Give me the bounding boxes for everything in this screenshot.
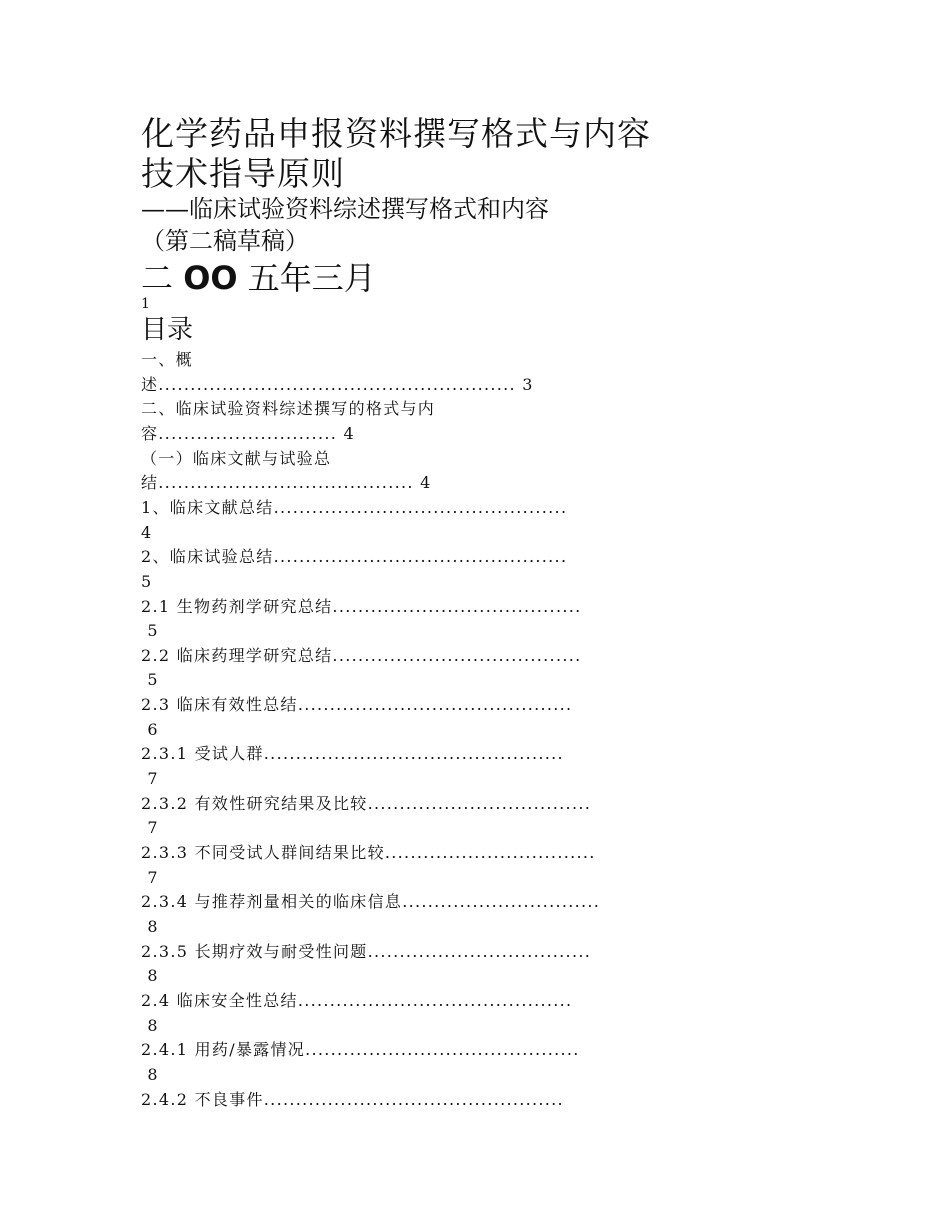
date-prefix: 二 (141, 259, 174, 297)
toc-line[interactable]: 2.2 临床药理学研究总结....................................... (141, 645, 582, 665)
toc-line[interactable]: 结........................................ 4 (141, 473, 432, 493)
toc-line[interactable]: 8 (141, 916, 159, 936)
toc-line[interactable]: 2.3.3 不同受试人群间结果比较................................. (141, 843, 596, 862)
draft-note: （第二稿草稿） (141, 227, 309, 255)
toc-line[interactable]: 二、临床试验资料综述撰写的格式与内 (141, 399, 436, 419)
document-title-line-2: 技术指导原则 (141, 154, 345, 193)
toc-line[interactable]: 5 (141, 621, 159, 641)
toc-line[interactable]: 述........................................................ 3 (141, 374, 534, 394)
toc-line[interactable]: 5 (141, 670, 159, 690)
document-title-line-1: 化学药品申报资料撰写格式与内容 (141, 114, 651, 153)
toc-line[interactable]: 2.3.4 与推荐剂量相关的临床信息............................... (141, 892, 601, 912)
toc-line[interactable]: 8 (141, 1015, 159, 1035)
toc-line[interactable]: 1、临床文献总结.............................................. (141, 497, 568, 517)
toc-line[interactable]: 容............................ 4 (141, 423, 355, 443)
toc-line[interactable]: 5 (141, 571, 153, 591)
toc-title: 目录 (141, 315, 194, 345)
toc-line[interactable]: 2.3.1 受试人群............................................... (141, 744, 564, 764)
toc-line[interactable]: 一、概 (141, 350, 193, 369)
date-suffix: 五年三月 (247, 259, 376, 297)
toc-line[interactable]: 7 (141, 769, 159, 789)
toc-line[interactable]: 2.3.5 长期疗效与耐受性问题................................... (141, 941, 592, 961)
toc-line[interactable]: 7 (141, 867, 159, 887)
toc-line[interactable]: 2.4.1 用药/暴露情况........................................... (141, 1040, 580, 1060)
toc-line[interactable]: 2.3 临床有效性总结........................................... (141, 695, 573, 715)
toc-line[interactable]: 8 (141, 1064, 159, 1084)
date-oo: OO (183, 259, 238, 297)
toc-line[interactable]: 8 (141, 966, 159, 986)
toc-line[interactable]: 2.1 生物药剂学研究总结....................................... (141, 596, 582, 616)
toc-line[interactable]: 2、临床试验总结.............................................. (141, 547, 568, 567)
page-number: 1 (141, 296, 150, 312)
toc-line[interactable]: （一）临床文献与试验总 (141, 448, 332, 468)
toc-line[interactable]: 4 (141, 522, 153, 542)
toc-line[interactable]: 7 (141, 818, 159, 838)
toc-line[interactable]: 2.4 临床安全性总结........................................... (141, 990, 573, 1010)
toc-line[interactable]: 2.4.2 不良事件............................................... (141, 1089, 564, 1109)
toc-line[interactable]: 2.3.2 有效性研究结果及比较................................... (141, 793, 592, 813)
document-subtitle: ——临床试验资料综述撰写格式和内容 (141, 195, 549, 223)
toc-line[interactable]: 6 (141, 719, 159, 739)
document-date (141, 258, 376, 298)
